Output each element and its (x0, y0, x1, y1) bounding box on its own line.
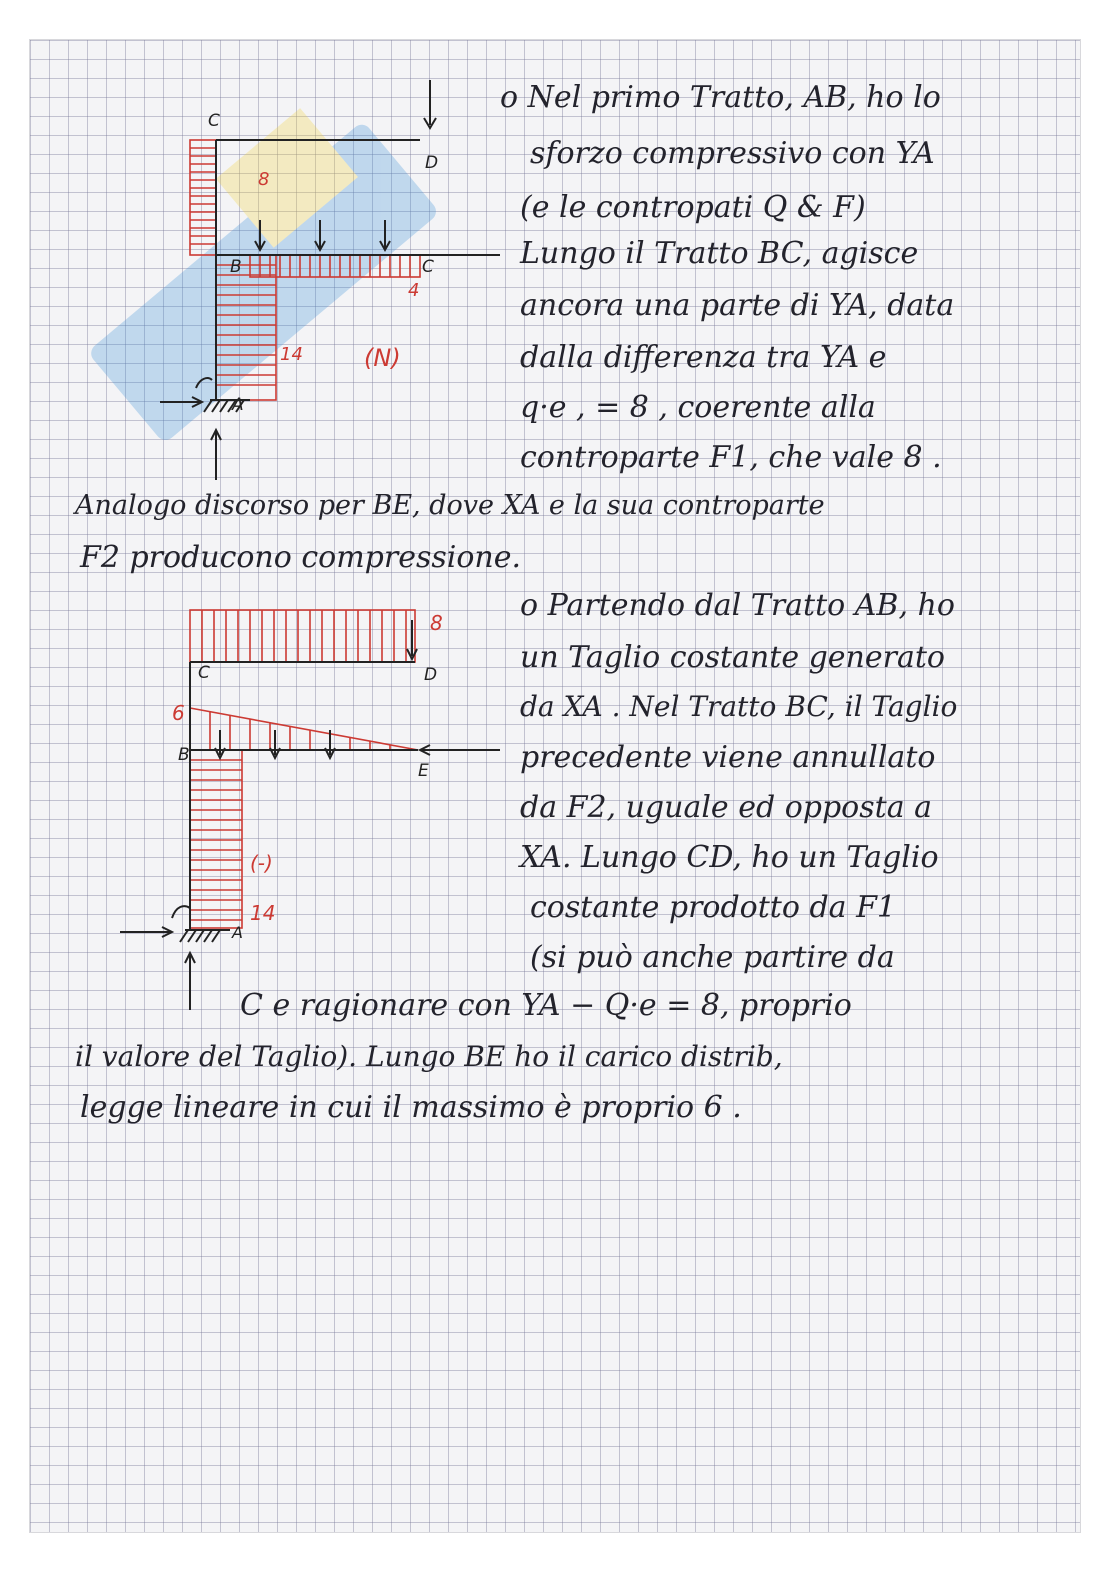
p2-line-11: legge lineare in cui il massimo è proprio 6 . (80, 1090, 742, 1125)
p2-line-3: da XA . Nel Tratto BC, il Taglio (520, 690, 958, 723)
p1-line-8: controparte F1, che vale 8 . (520, 440, 942, 475)
p2-line-8: (si può anche partire da (530, 940, 895, 975)
diagram-n-label: (N) (364, 344, 401, 372)
p1-line-5: ancora una parte di YA, data (520, 288, 955, 323)
shear-force-diagram (100, 600, 520, 1010)
p1-line-1: o Nel primo Tratto, AB, ho lo (500, 80, 941, 115)
notebook-page (30, 40, 1080, 1532)
p2-line-1: o Partendo dal Tratto AB, ho (520, 588, 955, 623)
p2-line-6: XA. Lungo CD, ho un Taglio (520, 840, 939, 875)
node-d-label: D (425, 153, 439, 173)
p2-line-9: C e ragionare con YA − Q·e = 8, proprio (240, 988, 852, 1023)
p1-line-4: Lungo il Tratto BC, agisce (520, 236, 919, 271)
p2-line-5: da F2, uguale ed opposta a (520, 790, 933, 825)
p1-line-2: sforzo compressivo con YA (530, 136, 935, 171)
node-b-label: B (230, 257, 242, 277)
p1-line-3: (e le contropati Q & F) (520, 190, 866, 225)
p2-line-7: costante prodotto da F1 (530, 890, 896, 925)
value-8-label-2: 8 (430, 611, 443, 635)
frame-structure-2 (120, 620, 500, 1010)
node-b-label-2: B (178, 745, 190, 765)
shear-hatch (190, 610, 418, 928)
node-c2-label: C (422, 257, 434, 277)
p2-line-10: il valore del Taglio). Lungo BE ho il carico distrib, (75, 1040, 783, 1073)
node-d-label-2: D (424, 665, 438, 685)
p1-line-7: q·e , = 8 , coerente alla (520, 390, 876, 425)
normal-force-diagram (100, 60, 520, 480)
node-c-label: C (208, 111, 220, 131)
value-14-label-2: 14 (250, 901, 276, 925)
p1-line-9: Analogo discorso per BE, dove XA e la sua controparte (75, 490, 825, 521)
sign-minus-label: (-) (250, 851, 273, 875)
value-4-label: 4 (408, 280, 420, 301)
node-a-label-2: A (232, 923, 243, 942)
hatch-ab2 (190, 750, 242, 928)
value-14-label: 14 (280, 344, 303, 365)
p1-line-10: F2 producono compressione. (80, 540, 522, 575)
node-e-label-2: E (418, 761, 429, 781)
p2-line-4: precedente viene annullato (520, 740, 936, 775)
node-a-label: A (232, 395, 244, 415)
value-6-label: 6 (172, 701, 185, 725)
value-8-label: 8 (258, 169, 270, 190)
hatch-cb (190, 140, 216, 255)
node-c-label-2: C (198, 663, 210, 683)
p1-line-6: dalla differenza tra YA e (520, 340, 887, 375)
p2-line-2: un Taglio costante generato (520, 640, 945, 675)
hatch-be (190, 708, 418, 750)
